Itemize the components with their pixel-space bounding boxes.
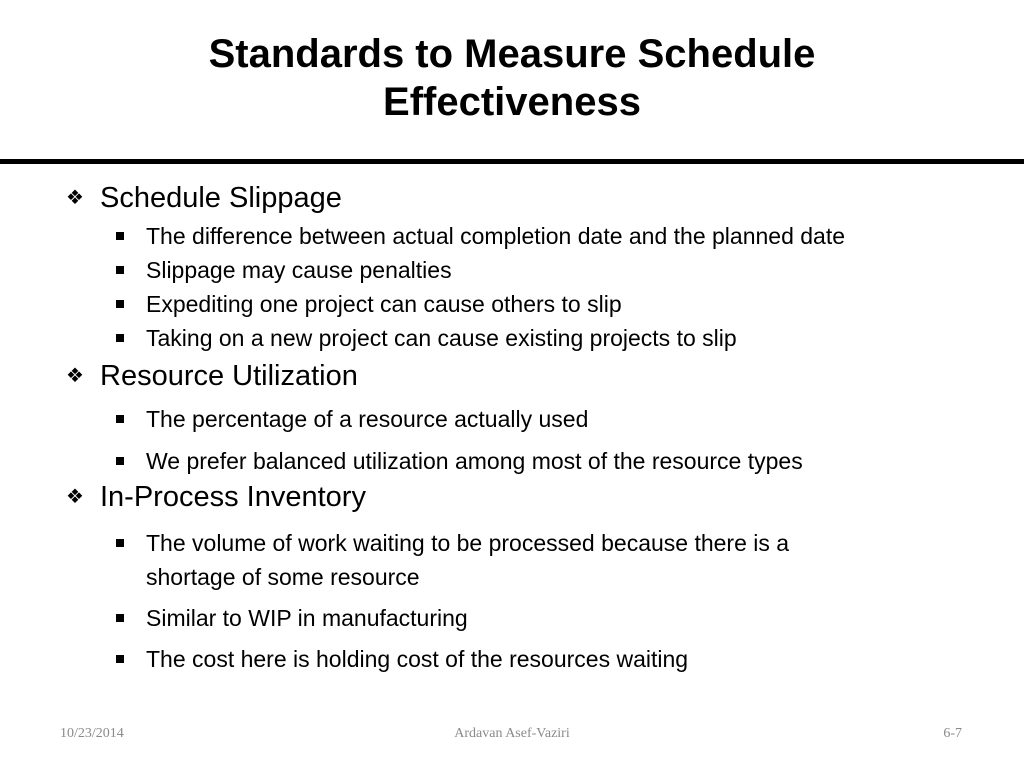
bullet-text: Slippage may cause penalties [146, 257, 452, 283]
bullet-item [114, 287, 622, 321]
diamond-four-petal-icon: ❖ [66, 486, 84, 508]
bullet-item [114, 253, 452, 287]
bullet-item [114, 526, 789, 560]
bullet-item [114, 601, 468, 635]
diamond-four-petal-icon: ❖ [66, 187, 84, 209]
slide-title-line-2: Effectiveness [383, 80, 641, 124]
square-bullet-icon [116, 266, 124, 274]
bullet-text: The volume of work waiting to be processed because there is a [146, 530, 790, 556]
section-heading-in-process-inventory [66, 480, 366, 514]
section-heading-label: Resource Utilization [100, 360, 358, 392]
section-heading-label: Schedule Slippage [100, 182, 342, 214]
square-bullet-icon [116, 539, 124, 547]
section-heading-resource-utilization [66, 359, 358, 393]
bullet-item [114, 642, 688, 676]
bullet-text: We prefer balanced utilization among most of the resource types [146, 448, 803, 474]
diamond-four-petal-icon: ❖ [66, 365, 84, 387]
square-bullet-icon [116, 334, 124, 342]
bullet-text: shortage of some resource [146, 564, 420, 590]
footer-page-number: 6-7 [943, 726, 962, 741]
bullet-text: The percentage of a resource actually used [146, 406, 589, 432]
bullet-text: Similar to WIP in manufacturing [146, 605, 468, 631]
bullet-item [114, 219, 845, 253]
bullet-text: Taking on a new project can cause existing projects to slip [146, 325, 737, 351]
section-heading-schedule-slippage [66, 181, 342, 215]
footer-date: 10/23/2014 [60, 726, 124, 741]
bullet-item-continuation [114, 560, 420, 594]
square-bullet-icon [116, 655, 124, 663]
bullet-text: The cost here is holding cost of the resources waiting [146, 646, 689, 672]
footer-author: Ardavan Asef-Vaziri [454, 726, 570, 741]
square-bullet-icon [116, 614, 124, 622]
square-bullet-icon [116, 300, 124, 308]
bullet-text: The difference between actual completion date and the planned date [146, 223, 846, 249]
square-bullet-icon [116, 457, 124, 465]
square-bullet-icon [116, 415, 124, 423]
square-bullet-icon [116, 232, 124, 240]
bullet-item [114, 321, 737, 355]
bullet-text: Expediting one project can cause others to slip [146, 291, 622, 317]
section-heading-label: In-Process Inventory [100, 481, 366, 513]
bullet-item [114, 402, 588, 436]
bullet-item [114, 444, 803, 478]
slide-title-line-1: Standards to Measure Schedule [208, 32, 816, 76]
